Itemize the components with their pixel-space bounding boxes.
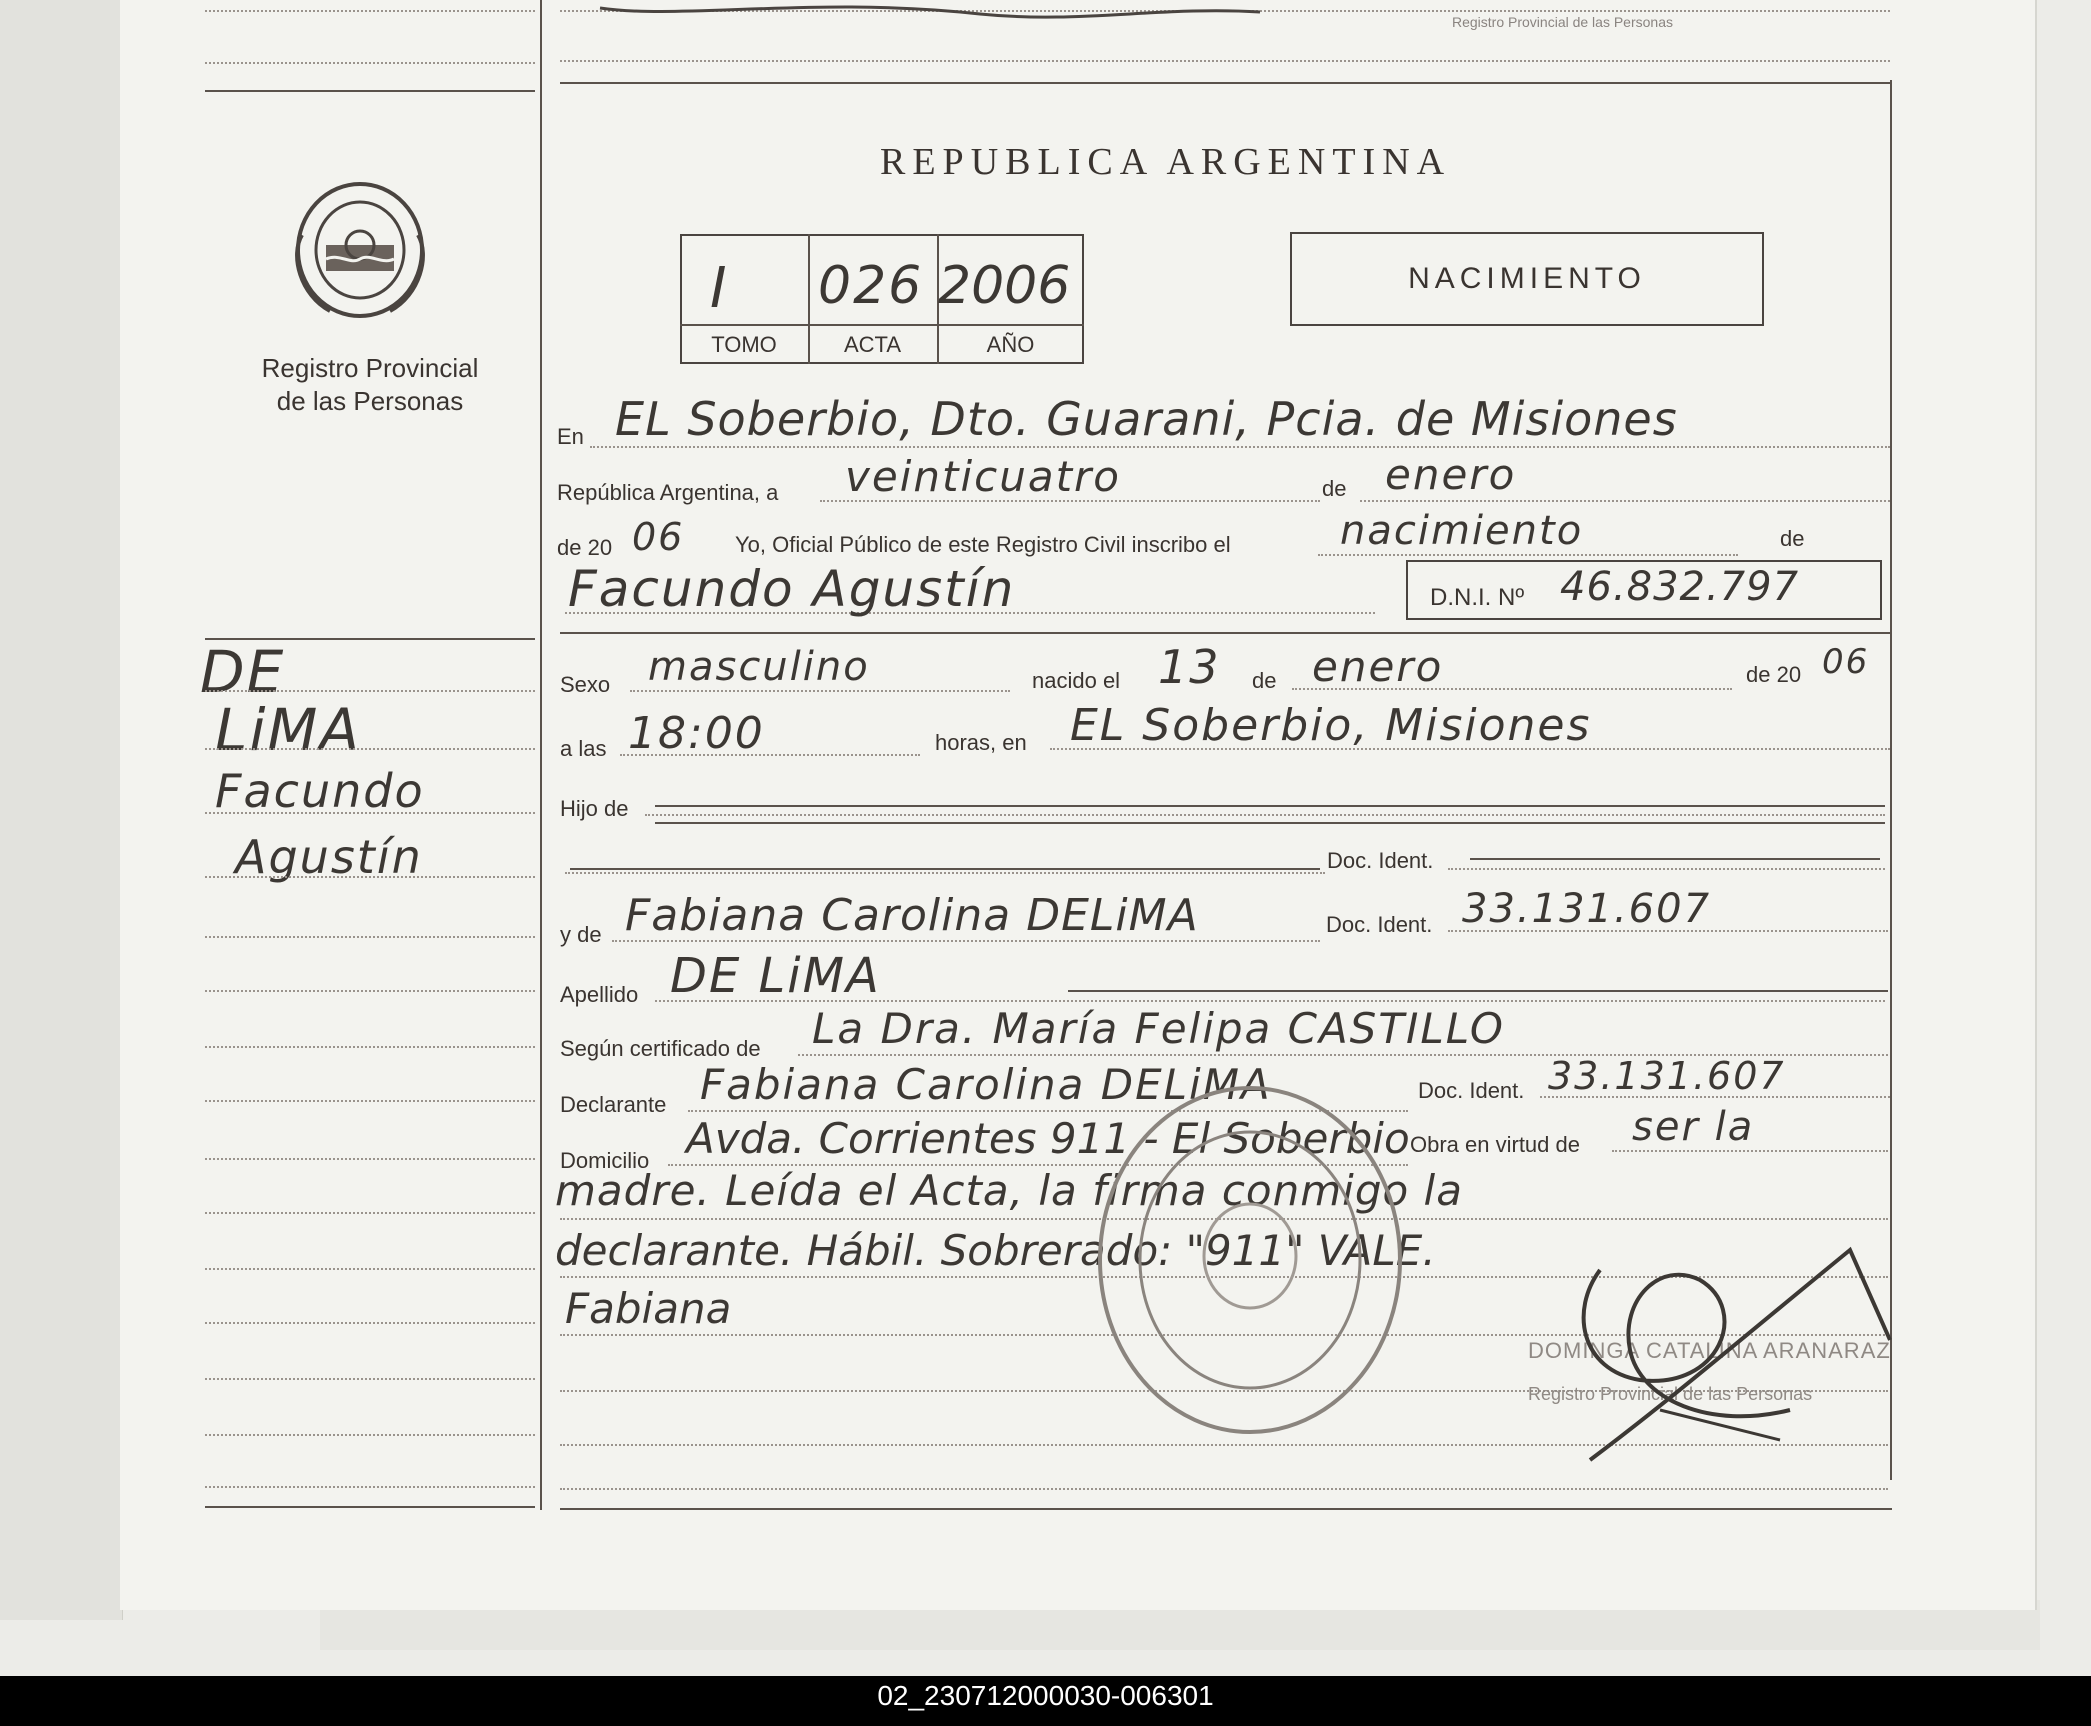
observations-line2: declarante. Hábil. Sobrerado: "911" VALE. xyxy=(555,1226,1436,1275)
mid-rule xyxy=(560,632,1892,634)
de2-label: de xyxy=(1780,526,1805,551)
nacido-label: nacido el xyxy=(1032,668,1121,693)
segun-label: Según certificado de xyxy=(560,1036,761,1061)
margin-dotted-line xyxy=(205,1486,535,1488)
image-id-caption: 02_230712000030-006301 xyxy=(877,1680,1214,1711)
domicilio-label: Domicilio xyxy=(560,1148,650,1173)
cancel-line xyxy=(1068,990,1888,992)
madre-doc-value: 33.131.607 xyxy=(1462,886,1712,932)
dotted-line xyxy=(1360,500,1890,502)
dotted-line xyxy=(630,690,1010,692)
cancel-line xyxy=(570,868,1320,870)
republica-label: República Argentina, a xyxy=(557,480,779,505)
dotted-line xyxy=(1448,868,1885,870)
apellido-label: Apellido xyxy=(560,982,639,1007)
nacido-mes: enero xyxy=(1312,642,1444,691)
declarante-doc-label: Doc. Ident. xyxy=(1418,1078,1525,1103)
dotted-line xyxy=(1318,554,1738,556)
en-value: EL Soberbio, Dto. Guarani, Pcia. de Misiones xyxy=(615,392,1678,446)
declarante-doc-value: 33.131.607 xyxy=(1548,1054,1786,1098)
dotted-line xyxy=(560,1488,1888,1490)
dotted-line xyxy=(1612,1150,1888,1152)
dotted-line xyxy=(560,60,1890,62)
official-signature xyxy=(1560,1230,1900,1470)
cancel-line xyxy=(1470,858,1880,860)
top-stamp-text: Registro Provincial de las Personas xyxy=(1452,14,1673,30)
cancel-line xyxy=(655,805,1885,807)
margin-dotted-line xyxy=(205,1100,535,1102)
doc-ident-label: Doc. Ident. xyxy=(1327,848,1434,873)
margin-dotted-line xyxy=(205,1378,535,1380)
sexo-value: masculino xyxy=(648,644,870,690)
margin-dotted-line xyxy=(205,1268,535,1270)
declarante-label: Declarante xyxy=(560,1092,667,1117)
margin-surname-line2: LiMA xyxy=(215,696,362,764)
column-divider xyxy=(540,0,542,1510)
madre-value: Fabiana Carolina DELiMA xyxy=(625,890,1199,941)
de-label: de xyxy=(1322,476,1347,501)
lugar-value: EL Soberbio, Misiones xyxy=(1070,700,1592,751)
yde-label: y de xyxy=(560,922,602,947)
anio-label: AÑO xyxy=(986,332,1035,357)
en-label: En xyxy=(557,424,584,449)
dia-value: veinticuatro xyxy=(845,452,1121,501)
hijo-label: Hijo de xyxy=(560,796,629,821)
margin-dotted-line xyxy=(205,62,535,64)
book-left-edge xyxy=(0,0,123,1620)
anio-prefix: de 20 xyxy=(557,535,613,560)
margin-dotted-line xyxy=(205,1046,535,1048)
dni-label: D.N.I. Nº xyxy=(1430,584,1525,611)
act-box-rule xyxy=(680,324,1084,326)
country-title: REPUBLICA ARGENTINA xyxy=(880,141,1452,183)
cancel-line xyxy=(655,822,1885,824)
official-round-seal xyxy=(1090,1080,1410,1440)
signature-stamp-org: Registro Provincial de las Personas xyxy=(1528,1384,1813,1404)
inscribo-label: Yo, Oficial Público de este Registro Civil inscribo el xyxy=(735,532,1231,557)
hora-value: 18:00 xyxy=(628,708,765,759)
dotted-line xyxy=(565,872,1325,874)
margin-dotted-line xyxy=(205,876,535,878)
margin-bottom-rule xyxy=(205,1506,535,1508)
top-rule xyxy=(560,82,1892,84)
anio-value: 2006 xyxy=(938,256,1071,316)
top-signature xyxy=(560,0,1300,30)
de3-label: de xyxy=(1252,668,1277,693)
dotted-line xyxy=(645,814,1885,816)
madre-doc-label: Doc. Ident. xyxy=(1326,912,1433,937)
margin-dotted-line xyxy=(205,1212,535,1214)
dni-value: 46.832.797 xyxy=(1560,564,1800,610)
margin-dotted-line xyxy=(205,1322,535,1324)
margin-dotted-line xyxy=(205,690,535,692)
observations-line3: Fabiana xyxy=(565,1284,732,1333)
anio-value: 06 xyxy=(632,515,685,559)
registry-name-line2: de las Personas xyxy=(276,386,464,416)
margin-dotted-line xyxy=(205,748,535,750)
margin-dotted-line xyxy=(205,1434,535,1436)
signature-stamp-name: DOMINGA CATALINA ARANARAZ xyxy=(1528,1338,1891,1363)
tomo-value: I xyxy=(710,256,729,321)
margin-surname-line1: DE xyxy=(200,638,286,706)
margin-dotted-line xyxy=(205,10,535,12)
nacido-anio: 06 xyxy=(1822,642,1870,682)
segun-value: La Dra. María Felipa CASTILLO xyxy=(812,1004,1505,1053)
domicilio-value: Avda. Corrientes 911 - El Soberbio xyxy=(686,1114,1410,1163)
act-type: NACIMIENTO xyxy=(1408,262,1646,295)
registry-name-line1: Registro Provincial xyxy=(261,353,479,383)
margin-dotted-line xyxy=(205,812,535,814)
margin-name-line4: Agustín xyxy=(235,830,423,884)
dotted-line xyxy=(590,446,1890,448)
nacido-anio-prefix: de 20 xyxy=(1746,662,1802,687)
apellido-value: DE LiMA xyxy=(670,948,881,1004)
nacido-dia: 13 xyxy=(1158,640,1221,694)
obra-label: Obra en virtud de xyxy=(1410,1132,1580,1157)
mes-value: enero xyxy=(1385,450,1517,499)
margin-top-rule xyxy=(205,90,535,92)
acta-value: 026 xyxy=(818,256,924,316)
declarante-value: Fabiana Carolina DELiMA xyxy=(700,1060,1272,1109)
observations-line1: madre. Leída el Acta, la firma conmigo la xyxy=(555,1166,1463,1215)
horas-label: horas, en xyxy=(935,730,1027,755)
acta-label: ACTA xyxy=(843,332,902,357)
margin-dotted-line xyxy=(205,1158,535,1160)
province-emblem xyxy=(290,175,430,325)
bottom-rule xyxy=(560,1508,1892,1510)
inscribo-value: nacimiento xyxy=(1340,508,1584,554)
alas-label: a las xyxy=(560,736,607,761)
sexo-label: Sexo xyxy=(560,672,611,697)
margin-dotted-line xyxy=(205,936,535,938)
obra-value: ser la xyxy=(1632,1104,1755,1150)
nombre-value: Facundo Agustín xyxy=(568,560,1016,618)
tomo-label: TOMO xyxy=(711,332,777,357)
margin-dotted-line xyxy=(205,990,535,992)
margin-name-line3: Facundo xyxy=(215,764,425,818)
